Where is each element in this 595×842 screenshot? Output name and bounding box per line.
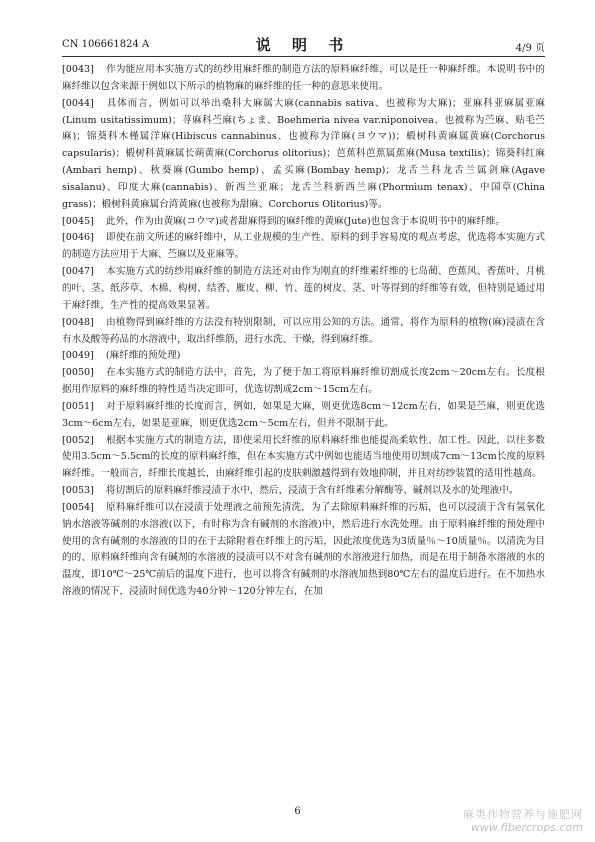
paragraph-0050 xyxy=(62,365,545,399)
paragraph-text: 本实施方式的纺纱用麻纤维的制造方法还对由作为刚直的纤维素纤维的七岛蔺、芭蕉风、香蕉叶、月桃的叶、茎、纸莎草、木棉、构树、结香、雁皮、柳、竹、莲的树皮、茎、叶等得到的纤维等有效，但特别是通过用于麻纤维，生产性的提高效果显著。 xyxy=(62,266,545,311)
watermark-site-name: 麻类作物营养与施肥网 xyxy=(463,808,583,821)
paragraph-0052 xyxy=(62,433,545,484)
paragraph-number: [0051] xyxy=(62,400,94,412)
paragraph-text: 将切割后的原料麻纤维浸渍于水中，然后，浸渍于含有纤维素分解酶等、碱剂以及水的处理液中。 xyxy=(105,485,519,497)
paragraph-number: [0049] xyxy=(62,350,94,362)
paragraph-number: [0050] xyxy=(62,367,94,379)
description-body xyxy=(62,62,545,601)
paragraph-text: 根据本实施方式的制造方法，即使采用长纤维的原料麻纤维也能提高柔软性、加工性。因此，以往多数使用3.5cm～5.5cm的长度的原料麻纤维，但在本实施方式中例如也能适当地使用切割成7cm～13cm长度的原料麻纤维。一般而言，纤维长度越长，由麻纤维引起的皮肤刺激越得到有效地抑制，并且对纺纱装置的适用性越高。 xyxy=(62,434,545,480)
paragraph-0043 xyxy=(62,62,545,96)
page-number: 6 xyxy=(294,806,301,817)
paragraph-0049 xyxy=(62,348,545,365)
paragraph-text: 对于原料麻纤维的长度而言，例如，如果是大麻，则更优选8cm～12cm左右，如果是苎麻，则更优选3cm～6cm左右，如果是亚麻，则更优选2cm～5cm左右，但并不限制于此。 xyxy=(62,400,545,429)
paragraph-number: [0045] xyxy=(62,215,94,227)
paragraph-0053 xyxy=(62,483,545,500)
paragraph-0047 xyxy=(62,264,545,315)
paragraph-text: 原料麻纤维可以在浸渍于处理液之前预先清洗，为了去除原料麻纤维的污垢，也可以浸渍于含有氢氧化钠水溶液等碱剂的水溶液(以下，有时称为含有碱剂的水溶液)中，然后进行水洗处理。由于原料麻纤维的预处理中使用的含有碱剂的水溶液的目的在于去除附着在纤维上的污垢，因此浓度优选为3质量％～10质量％。以清洗为目的的、原料麻纤维向含有碱剂的水溶液的浸渍可以不对含有碱剂的水溶液进行加热，而是在用于制备水溶液的水的温度，即10℃～25℃前后的温度下进行，也可以将含有碱剂的水溶液加热到80℃左右的温度后进行。在不加热水溶液的情况下，浸渍时间优选为40分钟～120分钟左右，在加 xyxy=(62,501,545,598)
watermark-url: www.fibercrops.com xyxy=(470,821,583,834)
header-rule xyxy=(62,56,545,57)
paragraph-number: [0047] xyxy=(62,266,94,278)
paragraph-text: 此外，作为由黄麻(コウマ)或者甜麻得到的麻纤维的黄麻(Jute)也包含于本说明书中的麻纤维。 xyxy=(105,215,505,227)
paragraph-0045 xyxy=(62,214,545,231)
site-watermark xyxy=(463,808,583,834)
paragraph-0044 xyxy=(62,96,545,214)
paragraph-number: [0048] xyxy=(62,316,94,328)
page-indicator: 4/9 页 xyxy=(515,43,545,54)
paragraph-text: 具体而言，例如可以举出桑科大麻属大麻(cannabis sativa、也被称为大麻)；亚麻科亚麻属亚麻(Linum usitatissimum)；荨麻科苎麻(ちょま、Boehmeria nivea var.niponoivea、也被称为苎麻、贴毛苎麻)；锦葵科木槿属洋麻(Hibiscus cannabinus、也被称为洋麻(ヨウマ))；椴树科黄麻属黄麻(Corchorus capsularis)；椴树科黄麻属长蒴黄麻(Corchorus olitorius)；芭蕉科芭蕉属蕉麻(Musa textilis)；锦葵科红麻(Ambari hemp)、秋葵麻(Gumbo hemp)、孟买麻(Bombay hemp)；龙舌兰科龙舌兰属剑麻(Agave sisalanu)、印度大麻(cannabis)、新西兰亚麻；龙舌兰科新西兰麻(Phormium tenax)、中国草(China grass)；椴树科黄麻属台湾黄麻(也被称为甜麻、Corchorus Olitorius)等。 xyxy=(62,97,545,210)
paragraph-number: [0054] xyxy=(62,501,94,513)
paragraph-text: 即使在前文所述的麻纤维中，从工业规模的生产性、原料的到手容易度的观点考虑，优选将本实施方式的制造方法应用于大麻、苎麻以及亚麻等。 xyxy=(62,232,545,261)
paragraph-number: [0044] xyxy=(62,97,94,109)
paragraph-number: [0052] xyxy=(62,434,94,446)
paragraph-text: 在本实施方式的制造方法中，首先，为了便于加工将原料麻纤维切割成长度2cm～20cm左右。长度根据用作原料的麻纤维的特性适当决定即可，优选切割成2cm～15cm左右。 xyxy=(62,367,545,396)
paragraph-number: [0053] xyxy=(62,485,94,497)
paragraph-number: [0046] xyxy=(62,232,94,244)
paragraph-0054 xyxy=(62,500,545,601)
document-title: 说 明 书 xyxy=(255,36,352,54)
paragraph-0046 xyxy=(62,230,545,264)
paragraph-text: 作为能应用本实施方式的纺纱用麻纤维的制造方法的原料麻纤维，可以是任一种麻纤维。本说明书中的麻纤维以包含来源于例如以下所示的植物麻的麻纤维的任一种的意思来使用。 xyxy=(62,64,545,92)
page-header xyxy=(62,34,545,54)
paragraph-number: [0043] xyxy=(62,64,94,75)
paragraph-text: 由植物得到麻纤维的方法没有特别限制，可以应用公知的方法。通常，将作为原料的植物(麻)浸渍在含有水及酸等药品的水溶液中，取出纤维筋，进行水洗、干燥，得到麻纤维。 xyxy=(62,316,545,345)
publication-number: CN 106661824 A xyxy=(62,39,150,50)
paragraph-0048 xyxy=(62,315,545,349)
section-heading: (麻纤维的预处理) xyxy=(105,350,181,362)
paragraph-0051 xyxy=(62,399,545,433)
